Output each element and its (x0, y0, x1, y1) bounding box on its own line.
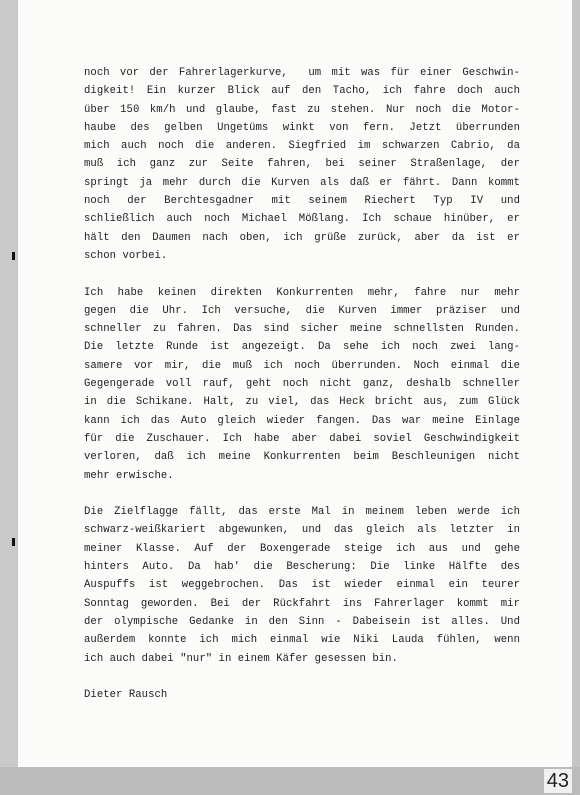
author-name: Dieter Rausch (84, 689, 168, 702)
text-line: verloren, daß ich meine Konkurrenten beim Beschleunigen nicht (84, 451, 520, 464)
text-line: ich auch dabei "nur" in einem Käfer gesessen bin. (84, 652, 398, 665)
text-line: muß ich ganz zur Seite fahren, bei seiner Straßenlage, der (84, 158, 520, 171)
text-line: gegen die Uhr. Ich versuche, die Kurven immer präziser und (84, 304, 520, 317)
paragraph (84, 64, 520, 265)
text-line: außerdem konnte ich mich einmal wie Niki Lauda fühlen, wenn (84, 634, 520, 647)
text-line: Ich habe keinen direkten Konkurrenten mehr, fahre nur mehr (84, 286, 520, 299)
article-body (84, 64, 520, 704)
text-line: springt ja mehr durch die Kurven als daß er fährt. Dann kommt (84, 176, 520, 189)
text-line: noch vor der Fahrerlagerkurve, um mit was für einer Geschwin- (84, 67, 520, 79)
paragraph (84, 503, 520, 668)
text-line: Gegengerade voll rauf, geht noch nicht ganz, deshalb schneller (84, 378, 520, 391)
scan-edge-left (0, 0, 18, 795)
text-line: hinters Auto. Da hab' die Bescherung: Die linke Hälfte des (84, 561, 520, 574)
text-line: der olympische Gedanke in den Sinn - Dabeisein ist alles. Und (84, 615, 520, 628)
text-line: kann ich das Auto gleich wieder fangen. Das war meine Einlage (84, 414, 520, 427)
text-line: schon vorbei. (84, 249, 168, 262)
binding-mark (12, 538, 15, 546)
paragraph (84, 284, 520, 485)
text-line: Die letzte Runde ist angezeigt. Da sehe ich noch zwei lang- (84, 341, 520, 354)
text-line: mich auch noch die anderen. Siegfried im schwarzen Cabrio, da (84, 140, 520, 153)
text-line: meiner Klasse. Auf der Boxengerade steige ich aus und gehe (84, 542, 520, 555)
text-line: samere vor mir, die muß ich noch überrunden. Noch einmal die (84, 359, 520, 372)
text-line: schwarz-weißkariert abgewunken, und das gleich als letzter in (84, 524, 520, 537)
text-line: Auspuffs ist weggebrochen. Das ist wieder einmal ein teurer (84, 579, 520, 592)
page-number: 43 (544, 769, 572, 793)
text-line: für die Zuschauer. Ich habe aber dabei soviel Geschwindigkeit (84, 432, 520, 445)
text-line: in die Schikane. Halt, zu viel, das Heck bricht aus, zum Glück (84, 396, 520, 409)
text-line: Sonntag geworden. Bei der Rückfahrt ins Fahrerlager kommt mir (84, 597, 520, 610)
page-footer-band (0, 767, 580, 795)
text-line: noch der Berchtesgadner mit seinem Riechert Typ IV und (84, 195, 520, 208)
text-line: digkeit! Ein kurzer Blick auf den Tacho, ich fahre doch auch (84, 85, 520, 98)
text-line: hält den Daumen nach oben, ich grüße zurück, aber da ist er (84, 231, 520, 244)
binding-mark (12, 252, 15, 260)
text-line: schließlich auch noch Michael Mößlang. Ich schaue hinüber, er (84, 213, 520, 226)
text-line: Die Zielflagge fällt, das erste Mal in meinem leben werde ich (84, 506, 520, 519)
text-line: haube des gelben Ungetüms winkt von fern. Jetzt überrunden (84, 121, 520, 134)
text-line: schneller zu fahren. Das sind sicher meine schnellsten Runden. (84, 323, 520, 336)
text-line: über 150 km/h und glaube, fast zu stehen. Nur noch die Motor- (84, 103, 520, 116)
scan-edge-right (572, 0, 580, 795)
text-line: mehr erwische. (84, 469, 174, 482)
